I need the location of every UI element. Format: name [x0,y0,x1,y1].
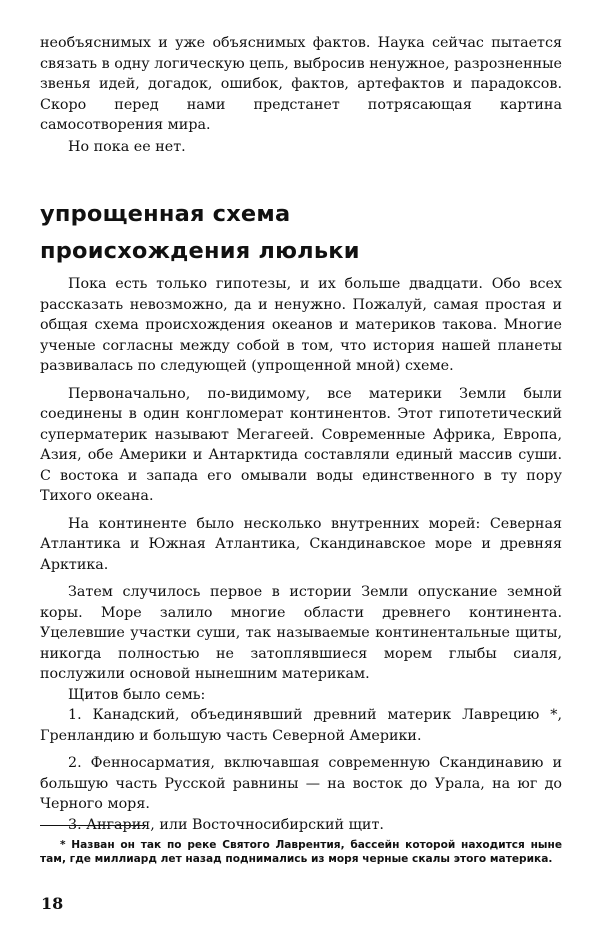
paragraph: Первоначально, по-видимому, все материки Земли были соединены в один конгломерат континентов. Этот гипотетический суперматерик называют Мегагеей. Современные Африка, Европа, Азия, обе Америки и Антарктида составляли единый массив суши. С востока и запада его омывали воды единственного в ту пору Тихого океана. [40,385,562,504]
list-item: 1. Канадский, объединявший древний материк Лаврецию *, Гренландию и большую часть Северной Америки. [40,707,562,744]
section-body [40,274,562,835]
intro-text [40,33,562,157]
list-item: 3. Ангария, или Восточносибирский щит. [68,816,384,833]
list-item: 2. Фенносарматия, включавшая современную Скандинавию и большую часть Русской равнины — на восток до Урала, на юг до Черного моря. [40,755,562,812]
paragraph: Затем случилось первое в истории Земли опускание земной коры. Море залило многие области древнего континента. Уцелевшие участки суши, так называемые континентальные щиты, никогда полностью не затоплявшиеся морем глыбы сиаля, послужили основой нынешним материкам. [40,584,562,682]
page-number: 18 [41,894,64,913]
section-heading-line-2: происхождения люльки [40,238,360,264]
paragraph: На континенте было несколько внутренних морей: Северная Атлантика и Южная Атлантика, Скандинавское море и древняя Арктика. [40,515,562,573]
intro-closing-paragraph: Но пока ее нет. [68,138,186,155]
footnote-divider [40,825,146,826]
paragraph: Пока есть только гипотезы, и их больше двадцати. Обо всех рассказать невозможно, да и ненужно. Пожалуй, самая простая и общая схема происхождения океанов и материков такова. Многие ученые согласны между собой в том, что история нашей планеты развивалась по следующей (упрощенной мной) схеме. [40,276,562,374]
paragraph: Щитов было семь: [68,686,206,703]
footnote: * Назван он так по реке Святого Лаврентия, бассейн которой находится ныне там, где миллиард лет назад поднимались из моря черные скалы этого материка. [40,839,562,865]
intro-continuation-paragraph: необъяснимых и уже объяснимых фактов. Наука сейчас пытается связать в одну логическую цепь, выбросив ненужное, разрозненные звенья идей, догадок, ошибок, фактов, артефактов и парадоксов. Скоро перед нами предстанет потрясающая картина самосотворения мира. [40,35,562,133]
section-heading-line-1: упрощенная схема [40,201,291,227]
